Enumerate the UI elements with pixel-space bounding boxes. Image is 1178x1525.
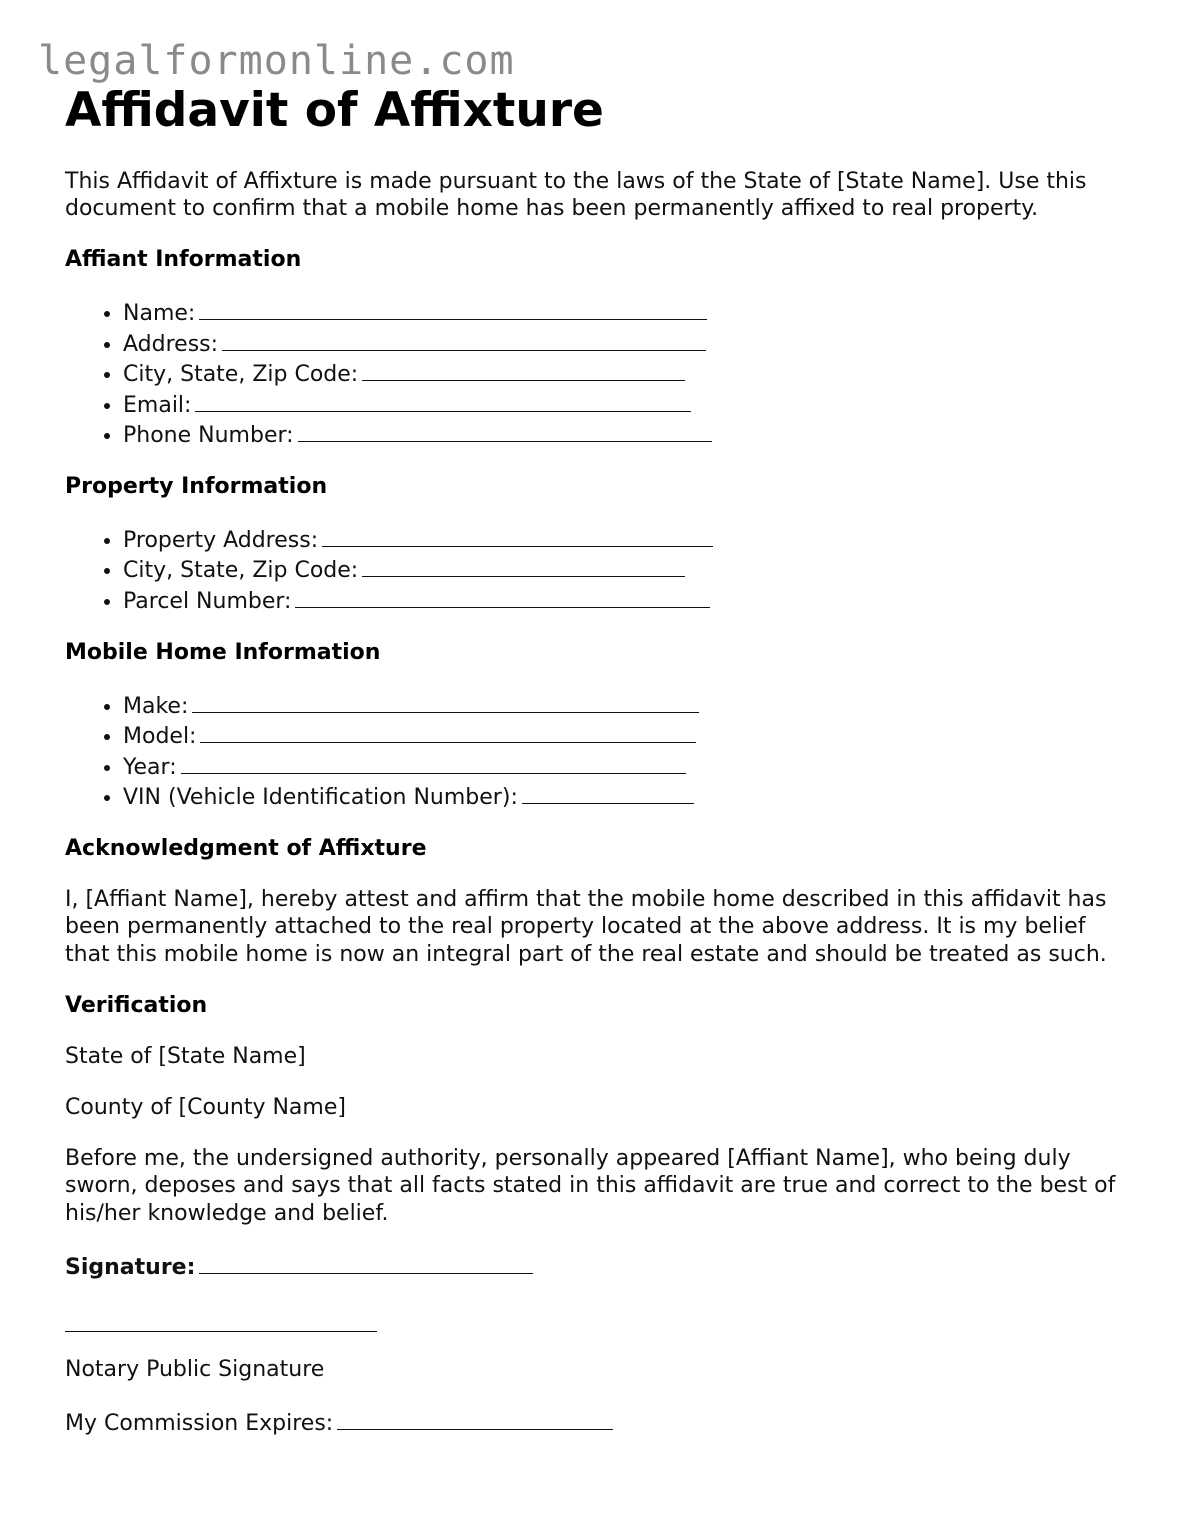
verification-state: State of [State Name] [65, 1043, 306, 1069]
vin-blank[interactable] [522, 781, 694, 804]
model-field: • Model: [123, 720, 1125, 750]
acknowledgment-text: I, [Affiant Name], hereby attest and affirm that the mobile home described in this affidavit has been permanently attached to the real property located at the above address. It is my belief that this mobile home is now an integral part of the real estate and should be treated as such. [65, 887, 1107, 967]
make-field: • Make: [123, 690, 1125, 720]
year-blank[interactable] [181, 751, 686, 774]
verification-heading: Verification [65, 992, 208, 1018]
affiant-email-field: • Email: [123, 389, 1125, 419]
verification-county: County of [County Name] [65, 1094, 346, 1120]
site-watermark: legalformonline.com [38, 38, 515, 84]
affiant-fields [65, 297, 1125, 449]
affiant-city-blank[interactable] [362, 358, 685, 381]
intro-paragraph: This Affidavit of Affixture is made pursuant to the laws of the State of [State Name]. Use this document to confirm that a mobile home has been permanently affixed to real property. [65, 169, 1087, 222]
document-page [65, 82, 1125, 1437]
vin-field: • VIN (Vehicle Identification Number): [123, 781, 1125, 811]
verification-text: Before me, the undersigned authority, personally appeared [Affiant Name], who being duly sworn, deposes and says that all facts stated in this affidavit are true and correct to the best of his/her knowledge and belief. [65, 1145, 1116, 1226]
affiant-phone-blank[interactable] [298, 419, 712, 442]
commission-label: My Commission Expires: [65, 1410, 334, 1436]
model-blank[interactable] [200, 720, 696, 743]
mobile-home-fields [65, 690, 1125, 812]
parcel-number-blank[interactable] [295, 585, 710, 608]
acknowledgment-heading: Acknowledgment of Affixture [65, 836, 427, 862]
affiant-heading: Affiant Information [65, 247, 302, 273]
year-field: • Year: [123, 751, 1125, 781]
signature-line [65, 1251, 1125, 1281]
affiant-name-field: • Name: [123, 297, 1125, 327]
affiant-address-blank[interactable] [222, 328, 706, 351]
commission-line [65, 1407, 1125, 1437]
property-fields [65, 524, 1125, 615]
property-heading: Property Information [65, 474, 328, 500]
affiant-address-field: • Address: [123, 328, 1125, 358]
parcel-number-field: • Parcel Number: [123, 585, 1125, 615]
signature-blank[interactable] [199, 1251, 533, 1274]
signature-label: Signature: [65, 1254, 196, 1280]
notary-signature-area [65, 1309, 1125, 1332]
notary-signature-label: Notary Public Signature [65, 1356, 325, 1382]
property-city-blank[interactable] [362, 554, 685, 577]
commission-blank[interactable] [337, 1407, 613, 1430]
affiant-name-blank[interactable] [199, 297, 707, 320]
property-city-field: • City, State, Zip Code: [123, 554, 1125, 584]
affiant-email-blank[interactable] [195, 389, 691, 412]
property-address-field: • Property Address: [123, 524, 1125, 554]
property-address-blank[interactable] [322, 524, 713, 547]
affiant-phone-field: • Phone Number: [123, 419, 1125, 449]
notary-signature-blank[interactable] [65, 1309, 377, 1332]
make-blank[interactable] [192, 690, 699, 713]
document-title: Affidavit of Affixture [65, 83, 604, 138]
mobile-home-heading: Mobile Home Information [65, 639, 381, 665]
affiant-city-field: • City, State, Zip Code: [123, 358, 1125, 388]
